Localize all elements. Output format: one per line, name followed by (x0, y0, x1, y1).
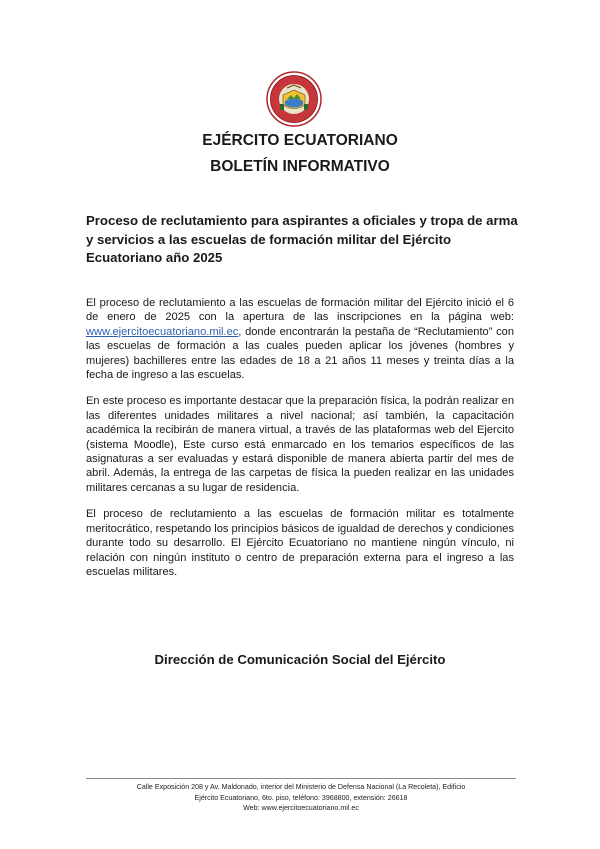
signature: Dirección de Comunicación Social del Ejército (154, 652, 446, 667)
footer-address-line-1: Calle Exposición 208 y Av. Maldonado, interior del Ministerio de Defensa Nacional (La Recoleta), Edificio (136, 783, 466, 791)
footer-address-line-2: Ejército Ecuatoriano, 6to. piso, teléfono: 3968800, extensión: 26618 (194, 793, 408, 802)
page-footer (86, 782, 516, 814)
document-type: BOLETÍN INFORMATIVO (210, 158, 390, 175)
bulletin-headline: Proceso de reclutamiento para aspirantes a oficiales y tropa de arma y servicios a las escuelas de formación militar del Ejército Ecuatoriano año 2025 (86, 213, 518, 265)
paragraph-1-rest: , donde encontrarán la pestaña de “Reclutamiento” con las escuelas de formación a las cuales pueden aplicar los jóvenes (hombres y mujeres) bachilleres entre las edades de 18 a 21 años 11 meses y treinta días a la fecha de ingreso a las escuelas. (86, 325, 514, 382)
army-emblem-icon (266, 71, 322, 127)
paragraph-2: En este proceso es importante destacar que la preparación física, la podrán realizar en las diferentes unidades militares a nivel nacional; así también, la capacitación académica la recibirán de manera virtual, a través de las plataformas web del Ejercito (sistema Moodle), Este curso está enmarcado en los temarios específicos de las asignaturas a ser evaluadas y estará disponible de manera abierta partir del mes de abril. Además, la entrega de las carpetas de física la pueden realizar en las unidades militares cercanas a su lugar de residencia. (86, 395, 514, 494)
org-name: EJÉRCITO ECUATORIANO (202, 132, 398, 149)
footer-web: Web: www.ejercitoecuatoriano.mil.ec (243, 804, 359, 812)
paragraph-3: El proceso de reclutamiento a las escuelas de formación militar es totalmente meritocrático, respetando los principios básicos de igualdad de derechos y condiciones durante todo su desarrollo. El Ejército Ecuatoriano no mantiene ningún vínculo, ni relación con ningún instituto o centro de preparación externa para el ingreso a las escuelas militares. (86, 508, 514, 578)
paragraph-1-intro: El proceso de reclutamiento a las escuelas de formación militar del Ejército inició el 6 de enero de 2025 con la apertura de las inscripciones en la página web: (86, 297, 514, 324)
bulletin-body (86, 296, 514, 591)
page-title (0, 128, 600, 180)
footer-divider (86, 778, 516, 779)
website-link[interactable]: www.ejercitoecuatoriano.mil.ec (86, 325, 239, 338)
paragraph-1 (86, 296, 514, 382)
